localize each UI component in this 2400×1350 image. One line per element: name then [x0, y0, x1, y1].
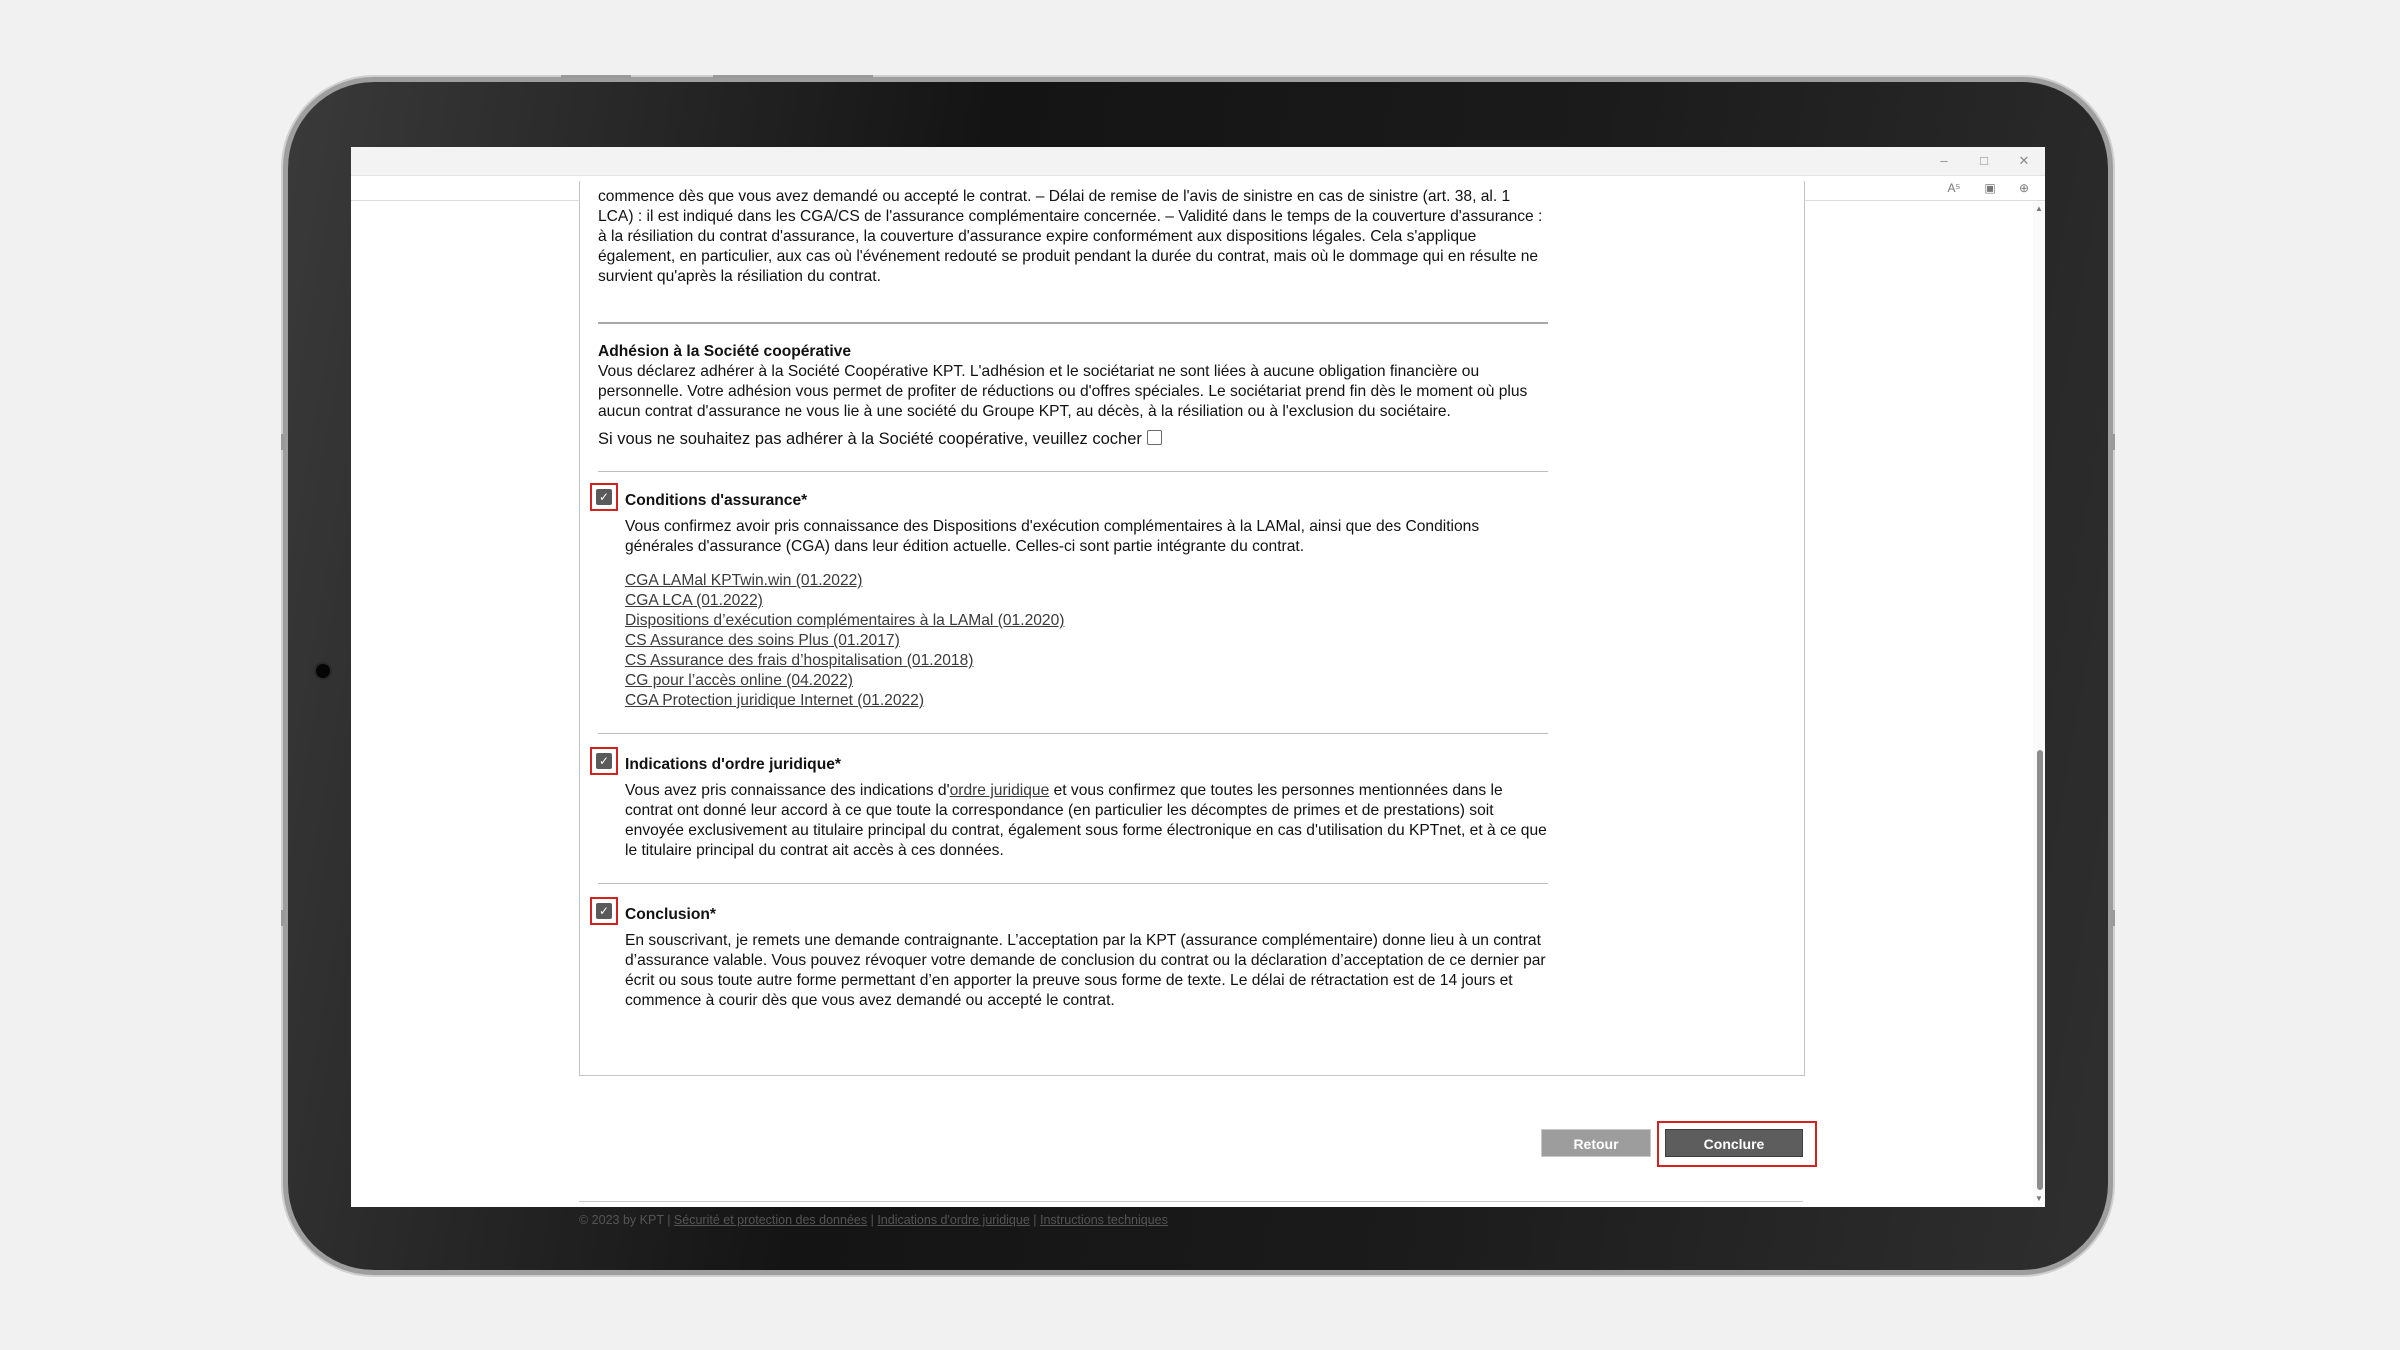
conditions-checkbox[interactable]: ✓	[596, 489, 612, 505]
membership-text: Vous déclarez adhérer à la Société Coopérative KPT. L'adhésion et le sociétariat ne sont liées à aucune obligation financière ou personnelle. Votre adhésion vous permet de profiter de réductions ou d'offres spéciales. Le sociétariat prend fin dès le moment où plus aucun contrat d'assurance ne vous lie à une société du Groupe KPT, au décès, à la résiliation ou à l'exclusion du sociétaire.	[598, 363, 1528, 420]
conditions-checkbox-highlight	[590, 483, 618, 511]
membership-optout	[598, 429, 1162, 449]
top-button-left	[561, 75, 631, 79]
optout-checkbox[interactable]	[1147, 430, 1162, 445]
conclusion-label: Conclusion*	[625, 906, 716, 923]
legal-checkbox[interactable]: ✓	[596, 753, 612, 769]
membership-section	[598, 342, 1548, 422]
conclusion-text: En souscrivant, je remets une demande contraignante. L’acceptation par la KPT (assurance complémentaire) donne lieu à un contrat d’assurance valable. Vous pouvez révoquer votre demande de conclusion du contrat ou la déclaration d’acceptation de ce dernier par écrit ou sous toute autre forme permettant d’en apporter la preuve sous forme de texte. Le délai de rétractation est de 14 jours et commence à courir dès que vous avez demandé ou accepté le contrat.	[625, 932, 1546, 1009]
conclude-button[interactable]: Conclure	[1665, 1129, 1803, 1157]
back-button[interactable]: Retour	[1541, 1129, 1651, 1157]
page-footer	[579, 1213, 1168, 1227]
optout-label: Si vous ne souhaitez pas adhérer à la Société coopérative, veuillez cocher	[598, 430, 1142, 448]
footer-privacy-link[interactable]: Sécurité et protection des données	[673, 1213, 868, 1227]
footer-legal-link[interactable]: Indications d'ordre juridique	[877, 1213, 1030, 1227]
legal-text-before: Vous avez pris connaissance des indications d'	[625, 782, 950, 799]
link-cga-lamal[interactable]: CGA LAMal KPTwin.win (01.2022)	[625, 572, 863, 589]
footer-divider	[579, 1201, 1803, 1202]
conditions-text: Vous confirmez avoir pris connaissance des Dispositions d'exécution complémentaires à la LAMal, ainsi que des Conditions générales d'assurance (CGA) dans leur édition actuelle. Celles-ci sont partie intégrante du contrat.	[625, 518, 1480, 555]
side-button-left-top	[281, 434, 285, 450]
browser-window	[351, 147, 2045, 1227]
scroll-down-icon[interactable]: ▼	[2035, 1194, 2043, 1203]
footer-copyright: © 2023 by KPT |	[579, 1213, 674, 1227]
window-titlebar	[351, 147, 2045, 176]
conditions-label: Conditions d'assurance*	[625, 492, 808, 509]
legal-label: Indications d'ordre juridique*	[625, 756, 841, 773]
minimize-icon[interactable]: –	[1940, 153, 1948, 168]
footer-technical-link[interactable]: Instructions techniques	[1040, 1213, 1168, 1227]
footer-separator: |	[1029, 1213, 1040, 1227]
conclusion-checkbox[interactable]: ✓	[596, 903, 612, 919]
link-dispositions-lamal[interactable]: Dispositions d’exécution complémentaires à la LAMal (01.2020)	[625, 612, 1065, 629]
front-camera	[316, 664, 330, 678]
scrollbar-thumb[interactable]	[2037, 750, 2043, 1190]
legal-text	[625, 781, 1548, 861]
conditions-links	[625, 571, 1548, 711]
zoom-icon[interactable]: ⊕	[2018, 181, 2030, 195]
maximize-icon[interactable]: □	[1980, 153, 1988, 168]
reader-view-icon[interactable]: ▣	[1984, 181, 1996, 195]
close-icon[interactable]: ✕	[2018, 153, 2030, 168]
read-aloud-icon[interactable]: A⁵	[1947, 181, 1961, 195]
footer-separator: |	[867, 1213, 878, 1227]
membership-heading: Adhésion à la Société coopérative	[598, 343, 852, 360]
legal-text-after: et vous confirmez que toutes les personnes mentionnées dans le contrat ont donné leur accord à ce que toute la correspondance (en particulier les décomptes de primes et de prestations) soit envoyée exclusivement au titulaire principal du contrat, également sous forme électronique en cas d'utilisation du KPTnet, et à ce que le titulaire principal du contrat ait accès à ces données.	[625, 782, 1547, 859]
top-button-right	[713, 75, 873, 79]
side-button-right-top	[2111, 434, 2115, 450]
link-cga-protection-juridique[interactable]: CGA Protection juridique Internet (01.2022)	[625, 692, 925, 709]
link-cg-online[interactable]: CG pour l’accès online (04.2022)	[625, 672, 853, 689]
side-button-right-bottom	[2111, 910, 2115, 926]
legal-checkbox-highlight	[590, 747, 618, 775]
side-button-left-bottom	[281, 910, 285, 926]
vertical-scrollbar[interactable]	[2033, 201, 2045, 1207]
divider	[598, 322, 1548, 324]
tablet-device	[288, 82, 2108, 1270]
divider	[598, 471, 1548, 472]
divider	[598, 733, 1548, 734]
link-cs-hospitalisation[interactable]: CS Assurance des frais d’hospitalisation (01.2018)	[625, 652, 974, 669]
validity-text: commence dès que vous avez demandé ou accepté le contrat. – Délai de remise de l'avis de sinistre en cas de sinistre (art. 38, al. 1 LCA) : il est indiqué dans les CGA/CS de l'assurance complémentaire concernée. – Validité dans le temps de la couverture d'assurance : à la résiliation du contrat d'assurance, la couverture d'assurance expire conformément aux dispositions légales. Cela s'applique également, en particulier, aux cas où l'événement redouté se produit pendant la durée du contrat, mais où le dommage qui en résulte ne survient qu'après la résiliation du contrat.	[598, 188, 1543, 285]
scroll-up-icon[interactable]: ▲	[2035, 204, 2043, 213]
link-cga-lca[interactable]: CGA LCA (01.2022)	[625, 592, 763, 609]
link-cs-soins-plus[interactable]: CS Assurance des soins Plus (01.2017)	[625, 632, 900, 649]
legal-ordre-juridique-link[interactable]: ordre juridique	[949, 782, 1050, 799]
conclusion-checkbox-highlight	[590, 897, 618, 925]
divider	[598, 883, 1548, 884]
